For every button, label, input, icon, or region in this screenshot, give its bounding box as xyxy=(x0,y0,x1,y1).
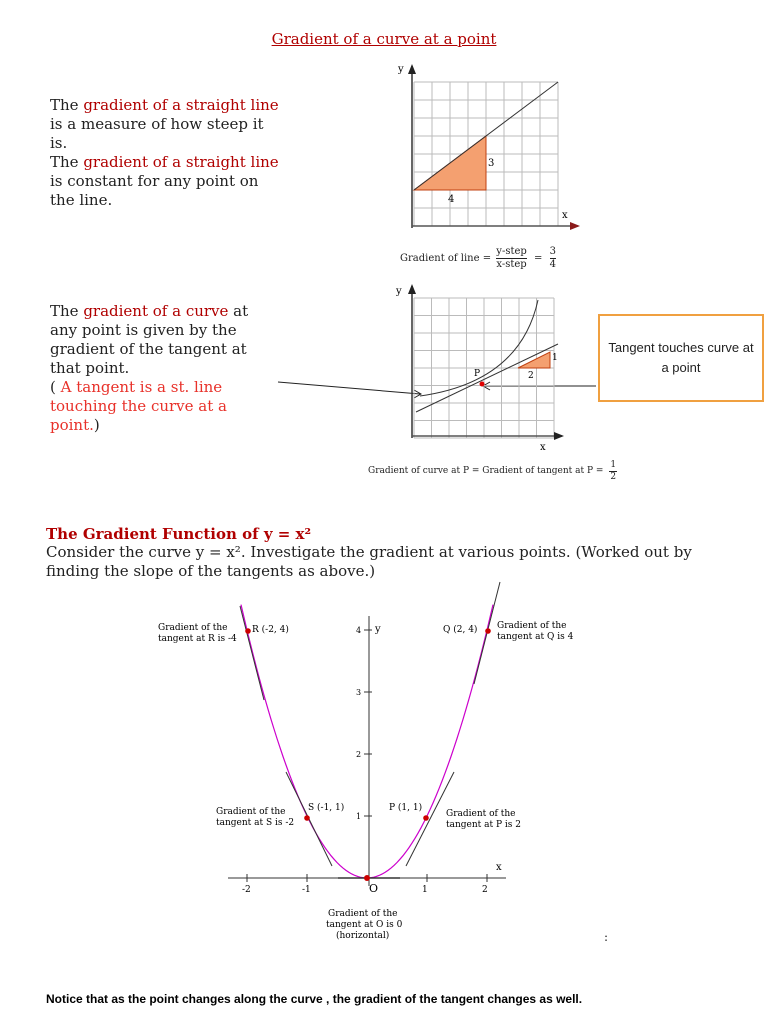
straight-line-text xyxy=(50,96,280,210)
straight-line-para-2 xyxy=(50,153,280,210)
point-p xyxy=(480,382,485,387)
curve-tangent-figure xyxy=(390,282,580,454)
note-q-line1: Gradient of the xyxy=(497,621,567,631)
note-o-line1: Gradient of the xyxy=(328,909,398,919)
x-axis-label: x xyxy=(562,210,568,221)
point-o xyxy=(364,875,370,881)
note-o-line2: tangent at O is 0 xyxy=(326,920,403,930)
tangent-callout xyxy=(598,314,764,402)
note-o-line3: (horizontal) xyxy=(336,931,390,941)
curve-para xyxy=(50,302,270,378)
fraction-1-2 xyxy=(609,460,617,483)
rise-label: 1 xyxy=(552,353,558,363)
run-label: 2 xyxy=(528,371,534,381)
rise-label: 3 xyxy=(488,158,495,169)
stray-colon: : xyxy=(604,930,609,944)
x-axis-arrow xyxy=(554,432,564,440)
highlight-text: gradient of a straight line xyxy=(83,96,279,114)
parabola-figure xyxy=(150,576,574,948)
caption-prefix: Gradient of curve at P = Gradient of tangent at P = xyxy=(368,466,604,476)
x-axis-label: x xyxy=(540,442,546,453)
y-tick-label: 2 xyxy=(356,750,362,759)
tangent-at-p xyxy=(406,772,454,866)
fraction-denominator: 2 xyxy=(610,472,617,482)
point-s xyxy=(304,815,310,821)
highlight-text: gradient of a straight line xyxy=(83,153,279,171)
note-p-line1: Gradient of the xyxy=(446,809,516,819)
y-axis-arrow xyxy=(408,284,416,294)
fraction-denominator: 4 xyxy=(549,259,556,270)
x-tick-label: 1 xyxy=(422,885,428,895)
equals-sign: = xyxy=(533,252,543,264)
note-q-line2: tangent at Q is 4 xyxy=(497,632,574,642)
y-axis-label: y xyxy=(398,64,404,75)
note-s-line2: tangent at S is -2 xyxy=(216,818,295,828)
text-run: The xyxy=(50,96,84,114)
y-ticks xyxy=(356,626,372,821)
text-run: The xyxy=(50,153,84,171)
text-run: ( xyxy=(50,378,61,396)
point-q-label: Q (2, 4) xyxy=(443,625,478,635)
fraction-3-4 xyxy=(550,246,556,271)
y-tick-label: 4 xyxy=(356,626,362,635)
y-axis-label: y xyxy=(375,624,381,635)
fraction-denominator: x-step xyxy=(496,259,527,270)
point-p xyxy=(423,815,429,821)
note-r-line1: Gradient of the xyxy=(158,623,228,633)
text-run: ) xyxy=(93,416,100,434)
text-run: is a measure of how steep it is. xyxy=(50,115,264,152)
point-s-label: S (-1, 1) xyxy=(308,803,345,813)
run-label: 4 xyxy=(448,194,455,205)
caption-prefix: Gradient of line = xyxy=(400,252,492,264)
x-axis-label: x xyxy=(496,862,502,873)
note-s-line1: Gradient of the xyxy=(216,807,286,817)
straight-line-para-1 xyxy=(50,96,280,153)
consider-text: Consider the curve y = x². Investigate the gradient at various points. (Worked out by finding the slope of the tangents as above.) xyxy=(46,543,692,580)
point-r-label: R (-2, 4) xyxy=(252,625,289,635)
y-axis-label: y xyxy=(396,286,402,297)
y-tick-label: 3 xyxy=(356,688,362,697)
text-run: is constant for any point on the line. xyxy=(50,172,259,209)
y-axis-arrow xyxy=(408,64,416,74)
notice-text: Notice that as the point changes along the curve , the gradient of the tangent changes as well. xyxy=(46,992,583,1006)
point-q xyxy=(485,628,491,634)
text-run: The xyxy=(50,302,84,320)
curve-gradient-text xyxy=(50,302,270,435)
gradient-line-caption xyxy=(400,246,556,271)
fraction-numerator: y-step xyxy=(496,246,527,257)
tangent-definition xyxy=(50,378,270,435)
point-p-label: P xyxy=(474,369,481,379)
note-r-line2: tangent at R is -4 xyxy=(158,634,237,644)
y-tick-label: 1 xyxy=(356,812,362,821)
text-run: at any point is given by the gradient of the tangent at that point. xyxy=(50,302,249,377)
fraction-ystep-xstep xyxy=(496,246,527,271)
slope-triangle xyxy=(518,352,550,368)
highlight-text: gradient of a curve xyxy=(83,302,229,320)
x-tick-label: 2 xyxy=(482,885,488,895)
point-p-label: P (1, 1) xyxy=(389,803,423,813)
point-r xyxy=(245,628,251,634)
x-tick-label: -1 xyxy=(302,885,311,895)
parabola-curve xyxy=(241,605,493,878)
page-title: Gradient of a curve at a point xyxy=(271,30,497,48)
fraction-numerator: 1 xyxy=(610,460,617,470)
note-p-line2: tangent at P is 2 xyxy=(446,820,521,830)
tangent-definition-text: A tangent is a st. line touching the curve at a point. xyxy=(50,378,227,434)
section-heading: The Gradient Function of y = x² xyxy=(46,525,312,543)
x-axis-arrow xyxy=(570,222,580,230)
fraction-numerator: 3 xyxy=(549,246,556,257)
x-tick-label: -2 xyxy=(242,885,251,895)
callout-text: Tangent touches curve at a point xyxy=(608,340,754,375)
origin-label: O xyxy=(369,882,379,895)
gradient-curve-caption xyxy=(368,460,617,483)
tangent-at-r xyxy=(240,606,264,700)
